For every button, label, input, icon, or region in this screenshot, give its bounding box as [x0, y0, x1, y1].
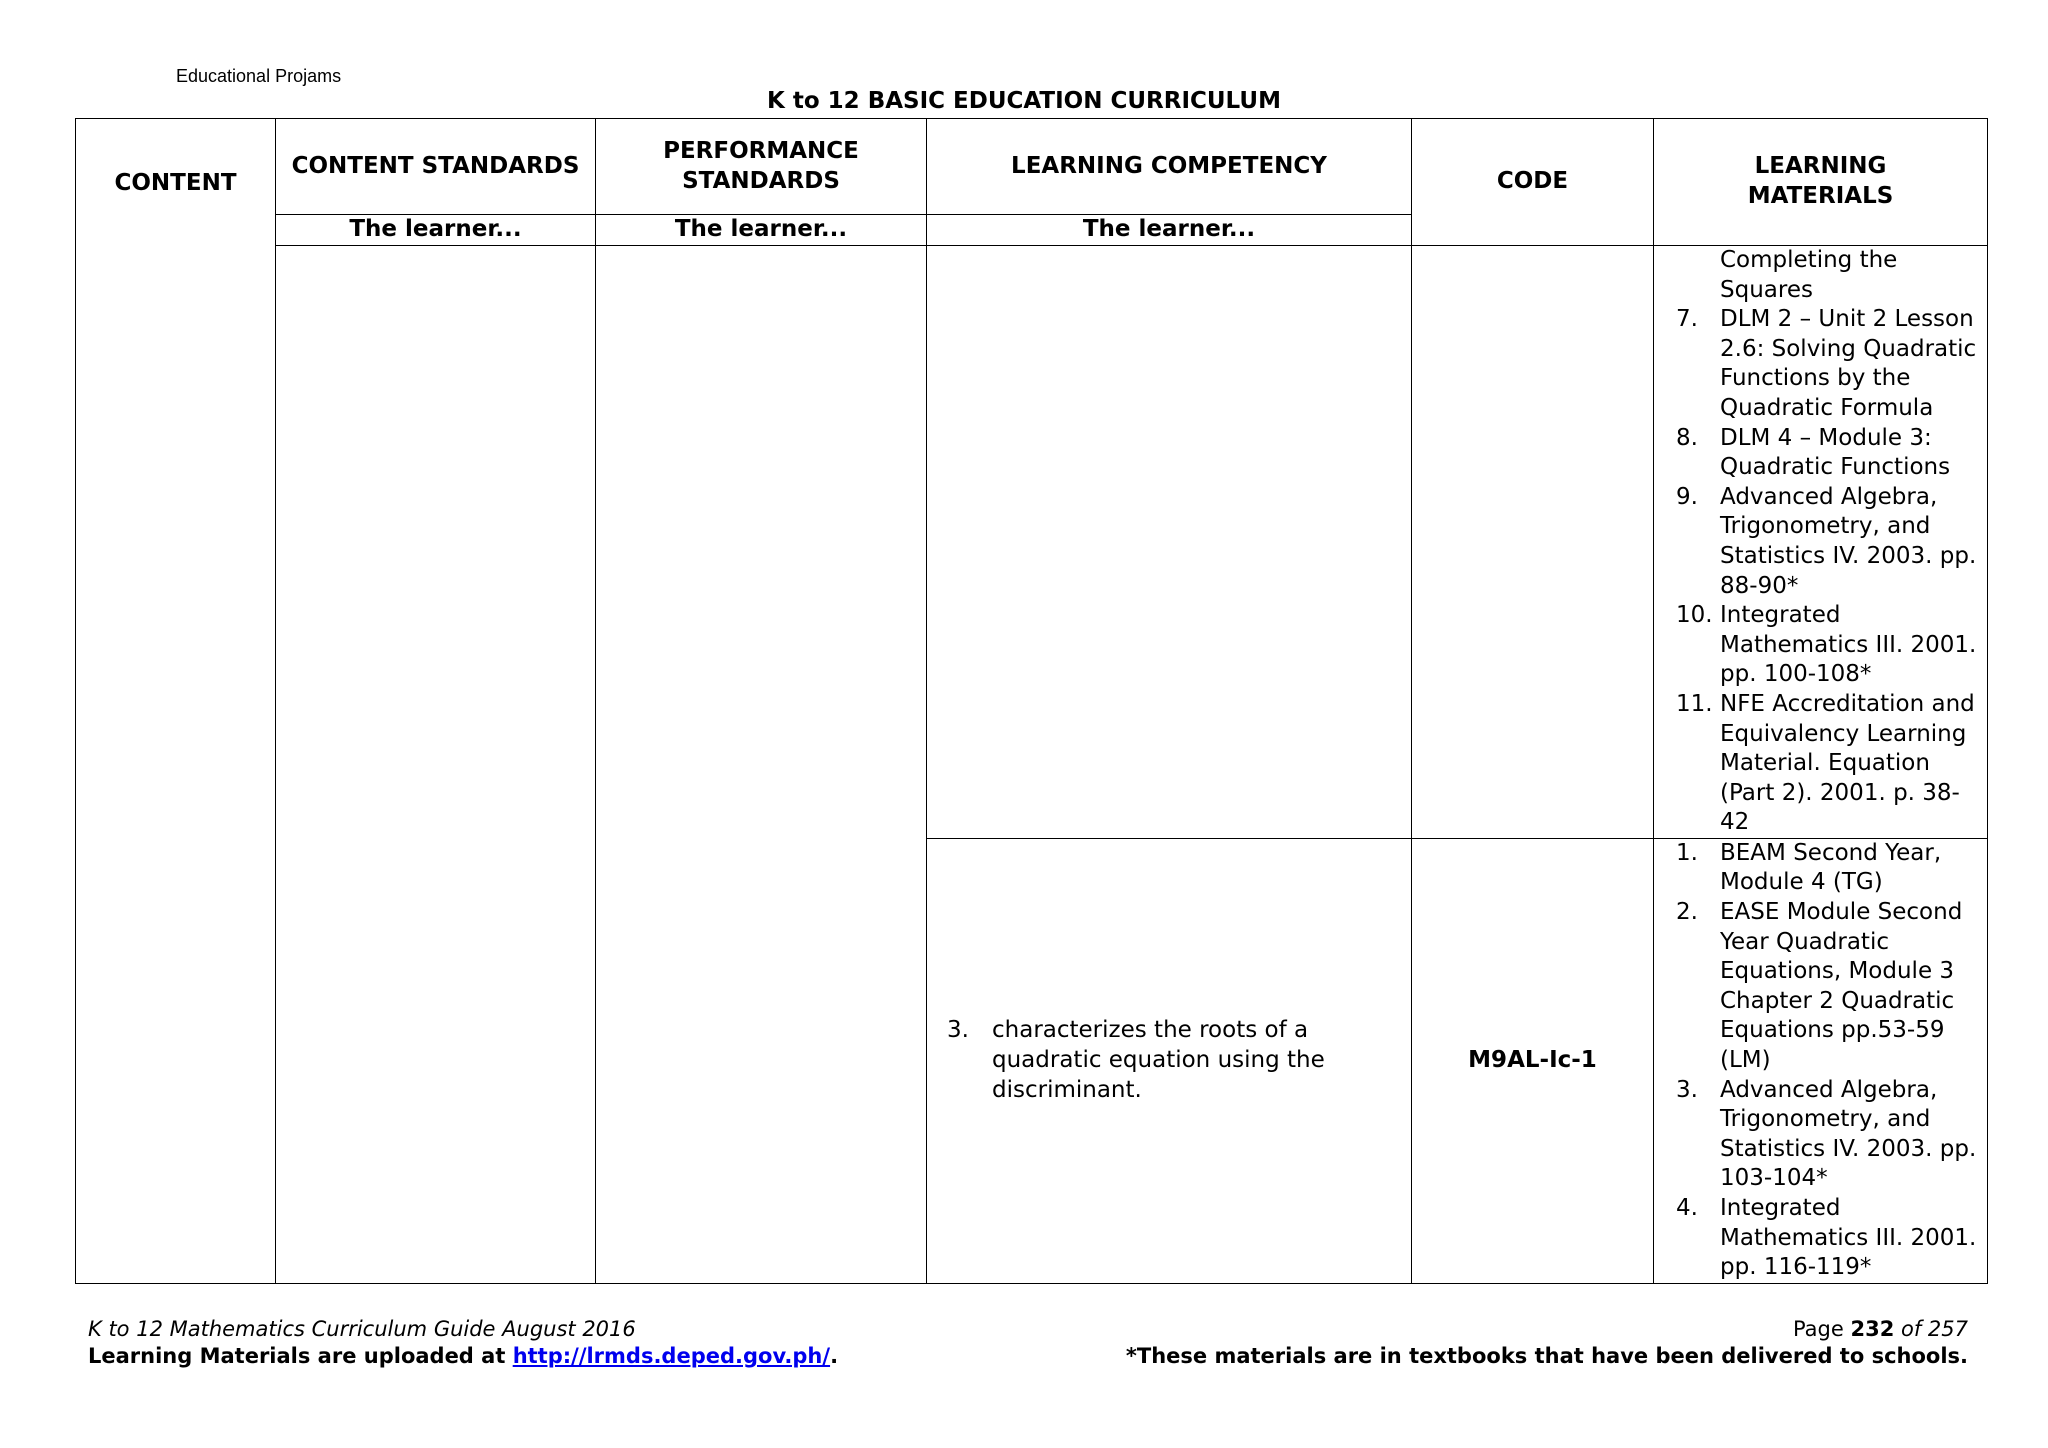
subheader-learning-competency: The learner...: [927, 215, 1412, 246]
header-content: CONTENT: [114, 170, 237, 196]
watermark-text: Educational Projams: [176, 66, 342, 86]
list-item: [1654, 690, 1987, 838]
list-text: DLM 2 – Unit 2 Lesson 2.6: Solving Quadratic Functions by the Quadratic Formula: [1720, 306, 1977, 421]
list-number: 7.: [1676, 306, 1698, 333]
competency-text: characterizes the roots of a quadratic equation using the discriminant.: [992, 1017, 1325, 1103]
list-item: [1654, 424, 1987, 483]
header-row: [76, 119, 1988, 215]
list-item: [1654, 839, 1987, 898]
list-text: BEAM Second Year, Module 4 (TG): [1720, 839, 1942, 896]
curriculum-table: [75, 118, 1988, 1284]
header-code: CODE: [1412, 119, 1654, 246]
code-cell: [1412, 246, 1654, 839]
list-item: [1654, 305, 1987, 423]
page-title: K to 12 BASIC EDUCATION CURRICULUM: [767, 88, 1281, 114]
list-item: [1654, 246, 1987, 305]
list-item: [1654, 483, 1987, 601]
page-total: of 257: [1901, 1317, 1968, 1341]
header-learning-materials: LEARNING MATERIALS: [1654, 119, 1988, 246]
subheader-content-standards: The learner...: [276, 215, 596, 246]
list-text: Advanced Algebra, Trigonometry, and Statistics IV. 2003. pp. 88-90*: [1720, 483, 1977, 599]
list-number: 11.: [1676, 690, 1713, 717]
list-text: Integrated Mathematics III. 2001. pp. 116-119*: [1720, 1195, 1977, 1281]
textbook-note: *These materials are in textbooks that have been delivered to schools.: [1125, 1344, 1968, 1368]
list-text: Integrated Mathematics III. 2001. pp. 100-108*: [1720, 602, 1977, 688]
footer-right: [1126, 1316, 1968, 1370]
footer-left: [88, 1316, 838, 1370]
competency-number: 3.: [947, 1017, 969, 1044]
performance-standards-cell: [596, 246, 927, 1284]
materials-cell: [1654, 838, 1988, 1283]
upload-prefix: Learning Materials are uploaded at: [88, 1344, 513, 1368]
list-number: 2.: [1676, 899, 1698, 926]
list-text: NFE Accreditation and Equivalency Learning Material. Equation (Part 2). 2001. p. 38-42: [1720, 690, 1975, 836]
subheader-performance-standards: The learner...: [596, 215, 927, 246]
page-label: Page: [1792, 1317, 1844, 1341]
content-column: [76, 119, 276, 1284]
code-cell: M9AL-Ic-1: [1412, 838, 1654, 1283]
upload-suffix: .: [830, 1344, 839, 1368]
upload-note: [88, 1343, 838, 1370]
list-item: [1654, 1194, 1987, 1283]
content-standards-cell: [276, 246, 596, 1284]
header-performance-standards: PERFORMANCE STANDARDS: [596, 119, 927, 215]
guide-title: K to 12 Mathematics Curriculum Guide August 2016: [88, 1317, 636, 1341]
list-number: 10.: [1676, 602, 1713, 629]
materials-list: [1654, 839, 1987, 1283]
page-indicator: [1126, 1316, 1968, 1343]
list-item: [1654, 601, 1987, 690]
materials-cell: [1654, 246, 1988, 839]
competency-cell: [927, 838, 1412, 1283]
materials-continuation: Completing the Squares: [1720, 247, 1898, 303]
list-number: 9.: [1676, 483, 1698, 510]
materials-list: [1654, 246, 1987, 838]
list-item: [1654, 1076, 1987, 1194]
page-number: 232: [1850, 1317, 1895, 1341]
header-content-standards: CONTENT STANDARDS: [276, 119, 596, 215]
list-item: [1654, 898, 1987, 1076]
competency-cell: [927, 246, 1412, 839]
lrmds-link[interactable]: http://lrmds.deped.gov.ph/: [512, 1344, 831, 1368]
list-text: Advanced Algebra, Trigonometry, and Statistics IV. 2003. pp. 103-104*: [1720, 1076, 1977, 1192]
list-number: 3.: [1676, 1076, 1698, 1103]
table-row: [76, 246, 1988, 839]
list-text: EASE Module Second Year Quadratic Equations, Module 3 Chapter 2 Quadratic Equations pp.53-59 (LM): [1720, 899, 1963, 1074]
list-text: DLM 4 – Module 3: Quadratic Functions: [1720, 424, 1951, 481]
list-number: 4.: [1676, 1195, 1698, 1221]
competency-item: [927, 1016, 1411, 1105]
list-number: 8.: [1676, 424, 1698, 451]
list-number: 1.: [1676, 839, 1698, 866]
header-learning-competency: LEARNING COMPETENCY: [927, 119, 1412, 215]
